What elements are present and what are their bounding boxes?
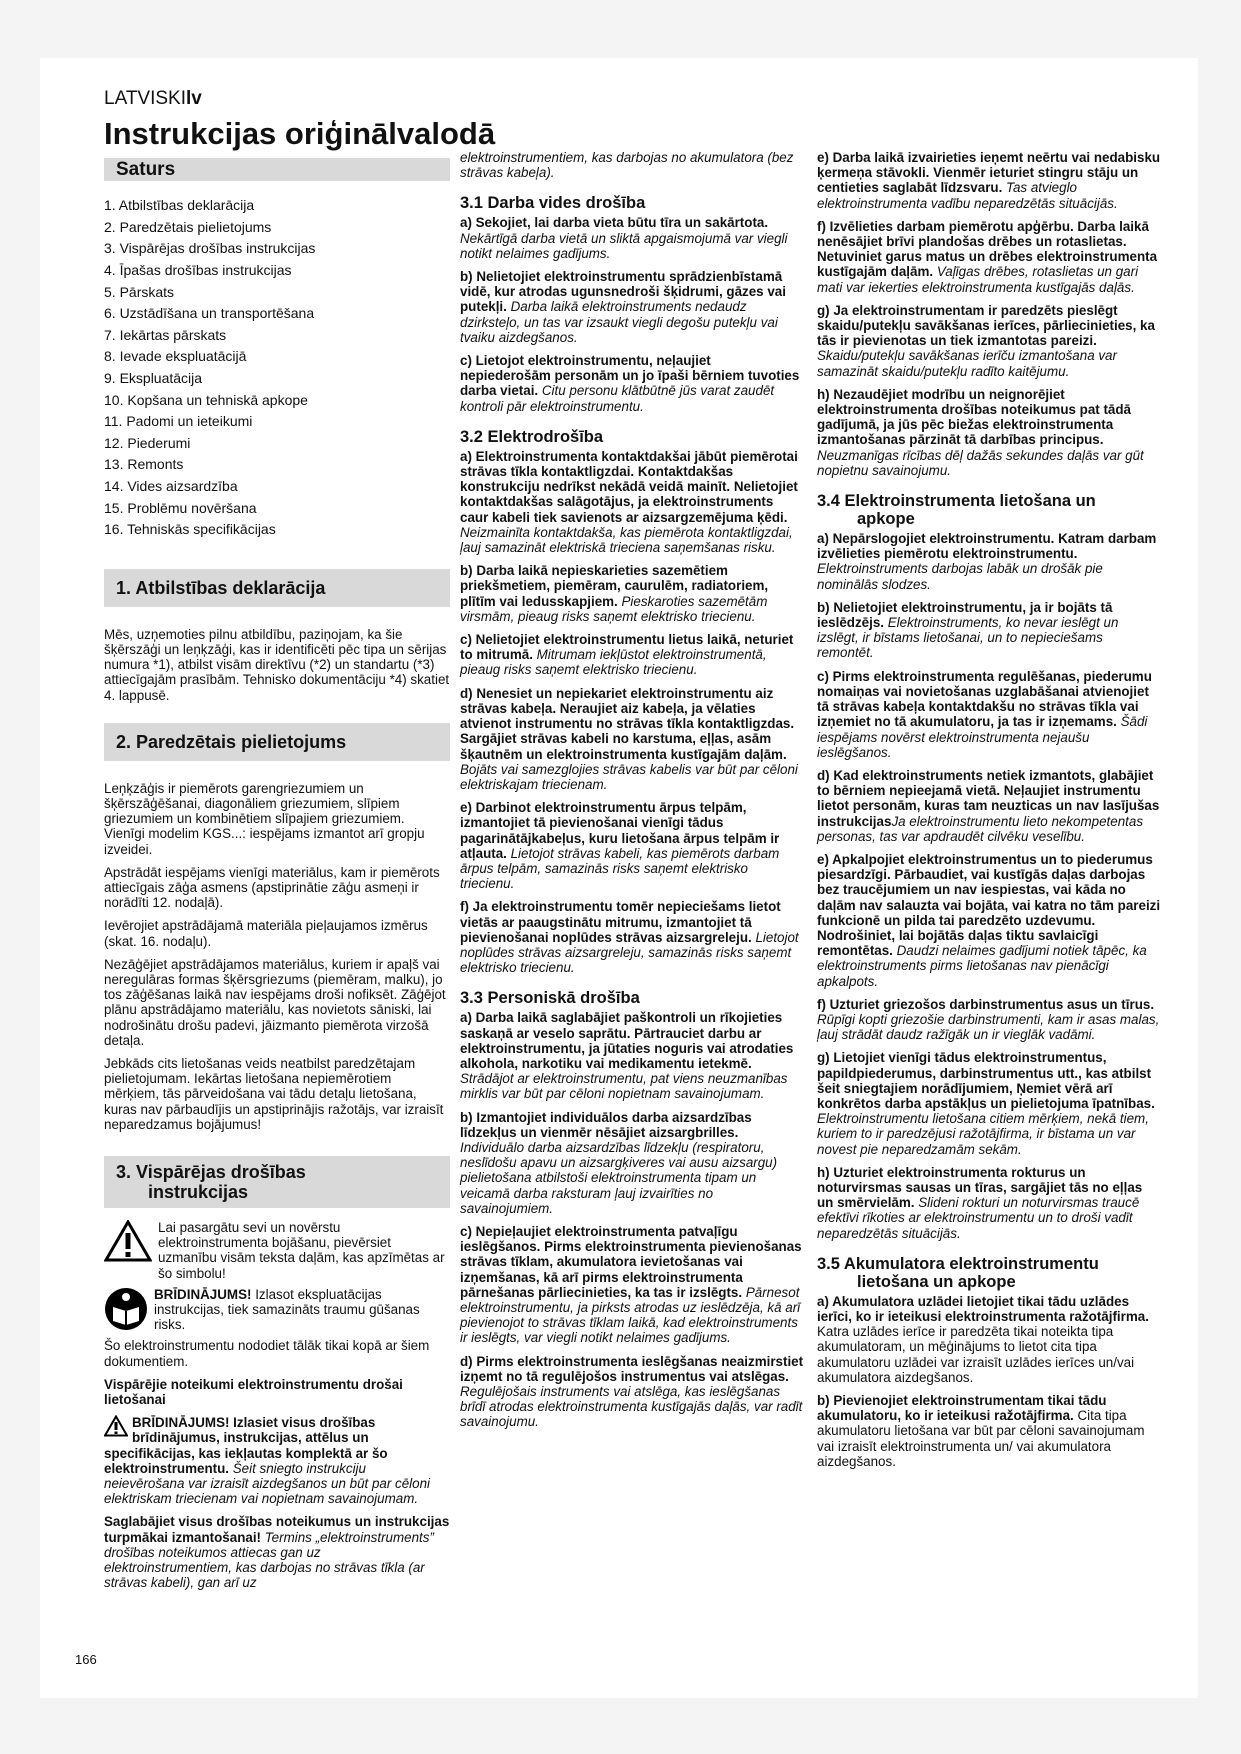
item-3-2-d: d) Nenesiet un nepiekariet elektroinstrumentu aiz strāvas kabeļa. Neraujiet aiz kabeļa, ja vēlaties atvienot instrumentu no strāvas tīkla kontaktligzdas. Sargājiet strāvas kabeli no karstuma, eļļas, asām šķautnēm un elektroinstrumenta kustīgajām daļām. Bojāts vai samezglojies strāvas kabelis var būt par cēloni elektriskajam triecienam.	[460, 685, 798, 792]
heading-3-1: 3.1 Darba vides drošība	[460, 194, 646, 213]
heading-3-4: 3.4 Elektroinstrumenta lietošana un apkope	[817, 492, 1096, 529]
item-3-5-a: a) Akumulatora uzlādei lietojiet tikai tādu uzlādes ierīci, ko ir ieteikusi elektroinstrumenta ražotājfirma. Katra uzlādes ierīce ir paredzēta tikai noteikta tipa akumulatoram, un mēģinājums to lietot cita tipa akumulatoru uzlādei var izraisīt uzlādes ierīces un/vai akumulatora aizdegšanos.	[817, 1293, 1149, 1385]
keep-instructions: Saglabājiet visus drošības noteikumus un instrukcijas turpmākai izmantošanai! Termins „elektroinstruments” drošības noteikumos attiecas gan uz elektroinstrumentiem, kas darbojas no strāvas tīkla (ar strāvas kabeli), gan arī uz	[104, 1514, 450, 1591]
s2-p1: Leņķzāģis ir piemērots garengriezumiem un šķērszāģēšanai, diagonāliem griezumiem, slīpiem griezumiem un kombinētiem slīpajiem griezumiem.	[104, 780, 405, 827]
toc-item[interactable]: 16. Tehniskās specifikācijas	[104, 521, 276, 538]
item-3-1-c: c) Lietojot elektroinstrumentu, neļaujiet nepiederošām personām un jo īpaši bērniem tuvoties darba vietai. Citu personu klātbūtnē jūs varat zaudēt kontroli pār elektroinstrumentu.	[460, 353, 800, 414]
toc-item[interactable]: 2. Paredzētais pielietojums	[104, 218, 272, 235]
toc-item[interactable]: 7. Iekārtas pārskats	[104, 326, 227, 343]
item-3-2-a: a) Elektroinstrumenta kontaktdakšai jābūt piemērotai strāvas tīkla kontaktligzdai. Kontaktdakšas konstrukciju nedrīkst nekādā veidā mainīt. Nelietojiet kontaktdakšas salāgotājus, ja elektroinstruments caur kabeli tiek savienots ar aizsargzemējuma ķēdi. Neizmainīta kontaktdakša, kas piemērota kontaktligzdai, ļauj samazināt elektriskā trieciena saņemšanas risku.	[460, 448, 798, 556]
s2-p3: Ievērojiet apstrādājamā materiāla pieļaujamos izmērus (skat. 16. nodaļu).	[104, 918, 428, 949]
column-1	[104, 158, 450, 1598]
warning-text-1: Lai pasargātu sevi un novērstu elektroinstrumenta bojāšanu, pievērsiet uzmanību visām teksta daļām, kas apzīmētas ar šo simbolu!	[158, 1219, 445, 1281]
item-3-4-g: g) Lietojiet vienīgi tādus elektroinstrumentus, papildpiederumus, darbinstrumentus utt., kas atbilst šeit sniegtajiem norādījumiem, Ņemiet vērā arī konkrētos darba apstākļus un pielietojuma īpatnības. Elektroinstrumentu lietošana citiem mērķiem, nekā tiem, kuriem to ir paredzējusi ražotājfirma, ir bīstama un var novest pie neparedzamām sekām.	[817, 1050, 1155, 1157]
s1-text: Mēs, uzņemoties pilnu atbildību, paziņojam, ka šie šķērszāģi un leņķzāģi, kas ir identificēti pēc tipa un sērijas numura *1), atbilst visām direktīvu (*2) un standartu (*3) attiecīgajām prasībām. Tehnisko dokumentāciju *4) skatiet 4. lappusē.	[104, 626, 450, 703]
general-rules-heading: Vispārējie noteikumi elektroinstrumentu drošai lietošanai	[104, 1376, 403, 1408]
item-3-2-f: f) Ja elektroinstrumentu tomēr nepieciešams lietot vietās ar paaugstinātu mitrumu, izmantojiet tā pievienošanai noplūdes strāvas aizsargreleju. Lietojot noplūdes strāvas aizsargreleju, samazinās risks saņemt elektrisko triecienu.	[460, 899, 799, 976]
s2-p5: Jebkāds cits lietošanas veids neatbilst paredzētajam pielietojumam. Iekārtas lietošana nepiemērotiem mērķiem, tās pārveidošana vai tādu detaļu lietošana, kuras nav pārbaudījis un apstiprinājis ražotājs, var izraisīt neparedzamus bojājumus!	[104, 1055, 444, 1132]
item-3-1-a: a) Sekojiet, lai darba vieta būtu tīra un sakārtota. Nekārtīgā darba vietā un sliktā apgaismojumā var viegli notikt nelaimes gadījums.	[460, 215, 788, 261]
item-3-4-b: b) Nelietojiet elektroinstrumentu, ja ir bojāts tā ieslēdzējs. Elektroinstruments, ko nevar ieslēgt un izslēgt, ir bīstams lietošanai, un to nepieciešams remontēt.	[817, 599, 1119, 661]
warning-block-1	[104, 1220, 450, 1281]
item-3-5-b: b) Pievienojiet elektroinstrumentam tikai tādu akumulatoru, ko ir ieteikusi ražotājfirma. Cita tipa akumulatoru lietošana var būt par cēloni savainojumam vai izraisīt elektroinstrumenta un/ vai akumulatora aizdegšanos.	[817, 1393, 1145, 1469]
column-3	[817, 150, 1162, 1477]
item-3-3-c: c) Nepieļaujiet elektroinstrumenta patvaļīgu ieslēgšanos. Pirms elektroinstrumenta pievienošanas strāvas tīklam, akumulatora ievietošanas vai izņemšanas, kā arī pirms elektroinstrumenta pārnešanas pārliecinieties, ka tas ir izslēgts. Pārnesot elektroinstrumentu, ja pirksts atrodas uz ieslēdzēja, kā arī pievienojot to strāvas tīklam laikā, kad elektroinstruments ir ieslēgts, var viegli notikt nelaimes gadījums.	[460, 1223, 802, 1346]
toc-item[interactable]: 8. Ievade ekspluatācijā	[104, 348, 247, 365]
toc-item[interactable]: 9. Ekspluatācija	[104, 369, 203, 386]
column-2	[460, 150, 805, 1438]
warning-triangle-icon	[104, 1415, 128, 1437]
page-number: 166	[75, 1652, 97, 1667]
toc-item[interactable]: 1. Atbilstības deklarācija	[104, 197, 255, 214]
toc-item[interactable]: 5. Pārskats	[104, 283, 175, 300]
toc-item[interactable]: 13. Remonts	[104, 456, 184, 473]
toc-heading: Saturs	[104, 158, 450, 181]
section-heading-3: 3. Vispārējas drošības instrukcijas	[104, 1156, 450, 1208]
s2-p4: Nezāģējiet apstrādājamos materiālus, kuriem ir apaļš vai neregulāras formas šķērsgriezums (piemēram, malku), jo tos zāģēšanas laikā nav iespējams droši nofiksēt. Zāģējot plānu apstrādājamo materiālu, kas novietots sāniski, lai nodrošinātu drošu padevi, jāizmanto piemērota virzošā detaļa.	[104, 956, 446, 1048]
warning-triangle-icon	[104, 1220, 152, 1262]
item-3-2-b: b) Darba laikā nepieskarieties sazemētiem priekšmetiem, piemēram, caurulēm, radiatoriem, plītīm vai ledusskapjiem. Pieskaroties sazemētām virsmām, pieaug risks saņemt elektrisko triecienu.	[460, 563, 769, 624]
toc-item[interactable]: 12. Piederumi	[104, 434, 191, 451]
pass-on-text: Šo elektroinstrumentu nododiet tālāk tikai kopā ar šiem dokumentiem.	[104, 1338, 430, 1369]
warning-block-2	[104, 1287, 450, 1333]
page-title: Instrukcijas oriģinālvalodā	[104, 116, 496, 151]
item-3-3-b: b) Izmantojiet individuālos darba aizsardzības līdzekļus un vienmēr nēsājiet aizsargbrilles. Individuālo darba aizsardzības līdzekļu (respiratoru, neslīdošu apavu un aizsargķiveres vai ausu aizsargu) pielietošana atbilstoši elektroinstrumenta tipam un veicamā darba raksturam ļauj izvairīties no savainojumiem.	[460, 1109, 778, 1216]
heading-3-5: 3.5 Akumulatora elektroinstrumentu lietošana un apkope	[817, 1254, 1099, 1291]
toc-item[interactable]: 3. Vispārējas drošības instrukcijas	[104, 240, 316, 257]
item-3-3-e: e) Darba laikā izvairieties ieņemt neērtu vai nedabisku ķermeņa stāvokli. Vienmēr ieturiet stingru stāju un centieties saglabāt līdzsvaru. Tas atvieglo elektroinstrumenta vadību neparedzētās situācijās.	[817, 150, 1161, 211]
toc-item[interactable]: 4. Īpašas drošības instrukcijas	[104, 261, 292, 278]
item-3-4-f: f) Uzturiet griezošos darbinstrumentus asus un tīrus. Rūpīgi kopti griezošie darbinstrumenti, kam ir asas malas, ļauj strādāt daudz ražīgāk un ir vieglāk vadāmi.	[817, 996, 1160, 1043]
c2-continuation: elektroinstrumentiem, kas darbojas no akumulatora (bez strāvas kabeļa).	[460, 150, 794, 181]
heading-3-2: 3.2 Elektrodrošība	[460, 427, 604, 446]
item-3-4-d: d) Kad elektroinstruments netiek izmantots, glabājiet to bērniem nepieejamā vietā. Neļaujiet instrumentu lietot personām, kuras tam neuzticas un nav lasījušas instrukcijasJa elektroinstrumentu lieto nekompetentas personas, tas var apdraudēt cilvēku veselību.	[817, 767, 1160, 844]
warning-text-2: BRĪDINĀJUMS! Izlasot ekspluatācijas instrukcijas, tiek samazināts traumu gūšanas risks.	[154, 1286, 420, 1333]
item-3-3-a: a) Darba laikā saglabājiet paškontroli un rīkojieties saskaņā ar veselo saprātu. Pārtrauciet darbu ar elektroinstrumentu, ja jūtaties noguris vai atrodaties alkohola, narkotiku vai medikamentu ietekmē. Strādājot ar elektroinstrumentu, pat viens neuzmanības mirklis var būt par cēloni nopietnam savainojumam.	[460, 1010, 794, 1102]
toc-item[interactable]: 6. Uzstādīšana un transportēšana	[104, 305, 315, 322]
item-3-3-f: f) Izvēlieties darbam piemērotu apģērbu. Darba laikā nenēsājiet brīvi plandošas drēbes un rotaslietas. Netuviniet garus matus un drēbes elektroinstrumenta kustīgajām daļām. Vaļīgas drēbes, rotaslietas un gari mati var iekerties elektroinstrumenta kustīgajās daļās.	[817, 218, 1158, 295]
section-heading-2: 2. Paredzētais pielietojums	[104, 723, 450, 761]
item-3-3-h: h) Nezaudējiet modrību un neignorējiet elektroinstrumenta drošības noteikumus pat tādā gadījumā, ja jūs pēc biežas elektroinstrumenta izmantošanas pārzināt tā darbības principus. Neuzmanīgas rīcības dēļ dažās sekundes daļās var gūt nopietnu savainojumu.	[817, 386, 1144, 478]
section-heading-1: 1. Atbilstības deklarācija	[104, 569, 450, 607]
toc-list	[104, 195, 450, 541]
item-3-4-e: e) Apkalpojiet elektroinstrumentus un to piederumus piesardzīgi. Pārbaudiet, vai kustīgās daļas darbojas bez traucējumiem un nav iespiestas, vai kāda no daļām nav salauzta vai bojāta, vai katra no tām pareizi funkcionē un pilda tai paredzēto uzdevumu. Nodrošiniet, lai bojātās daļas tiktu savlaicīgi remontētas. Daudzi nelaimes gadījumi notiek tāpēc, ka elektroinstruments pirms lietošanas nav pienācīgi apkalpots.	[817, 851, 1161, 989]
s2-p2: Apstrādāt iespējams vienīgi materiālus, kam ir piemērots attiecīgais zāģa asmens (apstiprinātie zāģu asmeņi ir norādīti 12. nodaļā).	[104, 864, 440, 911]
s2-p1b: Vienīgi modelim KGS...: iespējams izmantot arī gropju izveidei.	[104, 826, 425, 857]
toc-item[interactable]: 15. Problēmu novēršana	[104, 499, 257, 516]
toc-item[interactable]: 14. Vides aizsardzība	[104, 477, 238, 494]
warning-block-3: BRĪDINĀJUMS! Izlasiet visus drošības brīdinājumus, instrukcijas, attēlus un specifikācijas, kas iekļautas komplektā ar šo elektroinstrumentu. Šeit sniegto instrukciju neievērošana var izraisīt aizdegšanos un būt par cēloni elektriskam triecienam vai nopietnam savainojumam.	[104, 1415, 431, 1507]
toc-item[interactable]: 10. Kopšana un tehniskā apkope	[104, 391, 308, 408]
item-3-2-c: c) Nelietojiet elektroinstrumentu lietus laikā, neturiet to mitrumā. Mitrumam iekļūstot elektroinstrumentā, pieaug risks saņemt elektrisko triecienu.	[460, 632, 794, 678]
toc-item[interactable]: 11. Padomi un ieteikumi	[104, 413, 253, 430]
item-3-4-a: a) Nepārslogojiet elektroinstrumentu. Katram darbam izvēlieties piemērotu elektroinstrumentu. Elektroinstruments darbojas labāk un drošāk pie nominālās slodzes.	[817, 531, 1157, 592]
read-manual-icon	[104, 1287, 148, 1331]
item-3-3-d: d) Pirms elektroinstrumenta ieslēgšanas neaizmirstiet izņemt no tā regulējošos instrumentus vai atslēgas. Regulējošais instruments vai atslēga, kas ieslēgšanas brīdī atrodas elektroinstrumenta kustīgajās daļās, var radīt savainojumu.	[460, 1353, 804, 1430]
item-3-4-c: c) Pirms elektroinstrumenta regulēšanas, piederumu nomaiņas vai novietošanas uzglabāšanai atvienojiet tā strāvas kabeļa kontaktdakšu no strāvas tīkla vai izņemiet no tā akumulatoru, ja tas ir izņemams. Šādi iespējams novērst elektroinstrumenta nejaušu ieslēgšanos.	[817, 668, 1152, 760]
item-3-2-e: e) Darbinot elektroinstrumentu ārpus telpām, izmantojiet tā pievienošanai vienīgi tādus pagarinātājkabeļus, kuru lietošana ārpus telpām ir atļauta. Lietojot strāvas kabeli, kas piemērots darbam ārpus telpām, samazinās risks saņemt elektrisko triecienu.	[460, 800, 780, 892]
language-label: LATVISKIlv	[104, 88, 202, 109]
item-3-1-b: b) Nelietojiet elektroinstrumentu sprādzienbīstamā vidē, kur atrodas ugunsnedroši šķidrumi, gāzes vai putekļi. Darba laikā elektroinstruments nedaudz dzirksteļo, un tas var izsaukt viegli degošu putekļu vai tvaiku aizdegšanos.	[460, 269, 786, 345]
item-3-4-h: h) Uzturiet elektroinstrumenta rokturus un noturvirsmas sausas un tīras, sargājiet tās no eļļas un smērvielām. Slideni rokturi un noturvirsmas traucē efektīvi rīkoties ar elektroinstrumentu un to droši vadīt neparedzētās situācijās.	[817, 1164, 1143, 1241]
item-3-3-g: g) Ja elektroinstrumentam ir paredzēts pieslēgt skaidu/putekļu savākšanas ierīces, pārliecinieties, ka tās ir pievienotas un tiek izmantotas pareizi. Skaidu/putekļu savākšanas ierīču izmantošana var samazināt skaidu/putekļu radīto kaitējumu.	[817, 302, 1155, 379]
heading-3-3: 3.3 Personiskā drošība	[460, 989, 640, 1008]
